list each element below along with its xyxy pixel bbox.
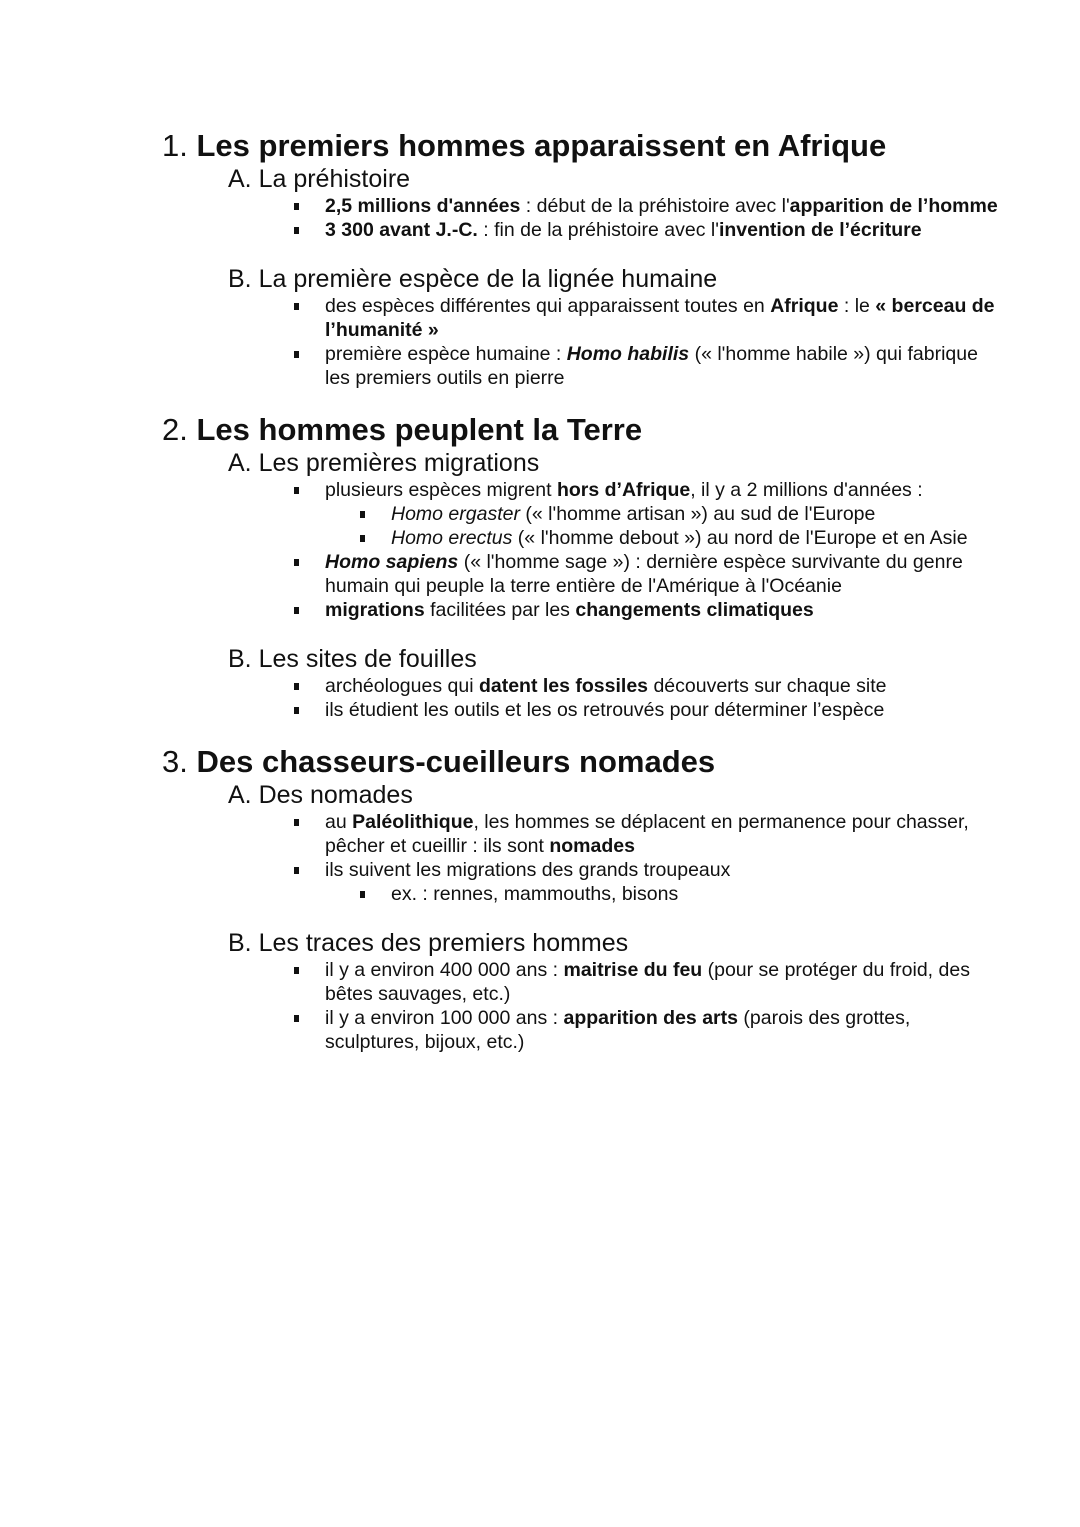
- text-run: il y a environ 100 000 ans :: [325, 1007, 564, 1029]
- bold-text: hors d’Afrique: [556, 479, 691, 501]
- section-title-text: Les hommes peuplent la Terre: [196, 412, 643, 447]
- subsection: [228, 780, 1002, 906]
- text-run: , il y a 2 millions d'années :: [690, 479, 923, 501]
- text-run: : le: [838, 295, 876, 317]
- text-run: : début de la préhistoire avec l': [520, 195, 790, 217]
- list-item: [289, 598, 1002, 622]
- bold-text: [325, 551, 458, 573]
- bold-text: apparition de l’homme: [789, 195, 998, 217]
- text-run: facilitées par les: [424, 599, 576, 621]
- sub-bullet-list: [355, 502, 1002, 550]
- bold-text: 3 300 avant J.-C.: [325, 219, 478, 241]
- list-item: [289, 810, 1002, 858]
- sub-list-item: [355, 502, 1002, 526]
- bold-text: Paléolithique: [352, 811, 474, 833]
- italic-text: Homo habilis: [566, 343, 690, 365]
- section-number: 2.: [162, 412, 188, 447]
- bold-text: « berceau de l’humanité »: [325, 295, 995, 341]
- section-title: [162, 128, 1002, 164]
- text-run: : fin de la préhistoire avec l': [477, 219, 719, 241]
- section-title-text: Les premiers hommes apparaissent en Afrique: [196, 128, 887, 163]
- bullet-list: [289, 674, 1002, 722]
- section-title: [162, 744, 1002, 780]
- bold-text: datent les fossiles: [478, 675, 649, 697]
- text-run: ils suivent les migrations des grands troupeaux: [325, 859, 731, 881]
- section-number: 1.: [162, 128, 188, 163]
- section-2: [162, 412, 1002, 722]
- section-title-text: Des chasseurs-cueilleurs nomades: [196, 744, 716, 779]
- text-run: découverts sur chaque site: [648, 675, 887, 697]
- subsection: [228, 264, 1002, 390]
- bullet-list: [289, 478, 1002, 622]
- document-page: [162, 128, 1002, 1054]
- subsection: [228, 928, 1002, 1054]
- nested-list-wrapper: [289, 882, 1002, 906]
- list-item: [289, 194, 1002, 218]
- subsection: [228, 164, 1002, 242]
- list-item: [289, 698, 1002, 722]
- text-run: des espèces différentes qui apparaissent toutes en: [325, 295, 771, 317]
- text-run: au: [325, 811, 353, 833]
- bold-text: migrations: [325, 599, 425, 621]
- sub-bullet-list: [355, 882, 1002, 906]
- bullet-list: [289, 294, 1002, 390]
- italic-text: Homo sapiens: [325, 551, 459, 573]
- nested-list-wrapper: [289, 502, 1002, 550]
- list-item: [289, 1006, 1002, 1054]
- section-3: [162, 744, 1002, 1054]
- text-run: archéologues qui: [325, 675, 479, 697]
- section-title: [162, 412, 1002, 448]
- bullet-list: [289, 194, 1002, 242]
- text-run: ex. : rennes, mammouths, bisons: [391, 883, 679, 905]
- list-item: [289, 218, 1002, 242]
- text-run: (« l'homme debout ») au nord de l'Europe et en Asie: [512, 527, 968, 549]
- bold-text: [567, 343, 689, 365]
- list-item: [289, 858, 1002, 882]
- subsection-title: B. Les sites de fouilles: [228, 645, 477, 673]
- subsection-title: A. Des nomades: [228, 781, 413, 809]
- bullet-list: [289, 958, 1002, 1054]
- bold-text: maitrise du feu: [563, 959, 703, 981]
- subsection-title: A. La préhistoire: [228, 165, 411, 193]
- list-item: [289, 294, 1002, 342]
- list-item: [289, 478, 1002, 502]
- bold-text: changements climatiques: [575, 599, 814, 621]
- bold-text: apparition des arts: [563, 1007, 738, 1029]
- bullet-list: [289, 810, 1002, 906]
- subsection: [228, 448, 1002, 622]
- text-run: première espèce humaine :: [325, 343, 567, 365]
- section-number: 3.: [162, 744, 188, 779]
- list-item: [289, 550, 1002, 598]
- bold-text: Afrique: [770, 295, 839, 317]
- bold-text: 2,5 millions d'années: [325, 195, 521, 217]
- sub-list-item: [355, 526, 1002, 550]
- bold-text: nomades: [549, 835, 635, 857]
- list-item: [289, 674, 1002, 698]
- text-run: (« l'homme sage ») : dernière espèce survivante du genre humain qui peuple la terre entière de l'Amérique à l'Océanie: [325, 551, 963, 597]
- list-item: [289, 342, 1002, 390]
- text-run: (« l'homme habile ») qui fabrique les premiers outils en pierre: [325, 343, 978, 389]
- list-item: [289, 958, 1002, 1006]
- text-run: , les hommes se déplacent en permanence pour chasser, pêcher et cueillir : ils sont: [325, 811, 969, 857]
- subsection-title: B. Les traces des premiers hommes: [228, 929, 629, 957]
- text-run: (« l'homme artisan ») au sud de l'Europe: [519, 503, 876, 525]
- text-run: plusieurs espèces migrent: [325, 479, 557, 501]
- text-run: (parois des grottes, sculptures, bijoux, etc.): [325, 1007, 911, 1053]
- subsection: [228, 644, 1002, 722]
- section-1: [162, 128, 1002, 390]
- text-run: ils étudient les outils et les os retrouvés pour déterminer l’espèce: [325, 699, 885, 721]
- subsection-title: A. Les premières migrations: [228, 449, 540, 477]
- italic-text: Homo ergaster: [391, 503, 520, 525]
- italic-text: Homo erectus: [391, 527, 513, 549]
- subsection-title: B. La première espèce de la lignée humaine: [228, 265, 718, 293]
- sub-list-item: [355, 882, 1002, 906]
- bold-text: invention de l’écriture: [718, 219, 922, 241]
- text-run: (pour se protéger du froid, des bêtes sauvages, etc.): [325, 959, 970, 1005]
- text-run: il y a environ 400 000 ans :: [325, 959, 564, 981]
